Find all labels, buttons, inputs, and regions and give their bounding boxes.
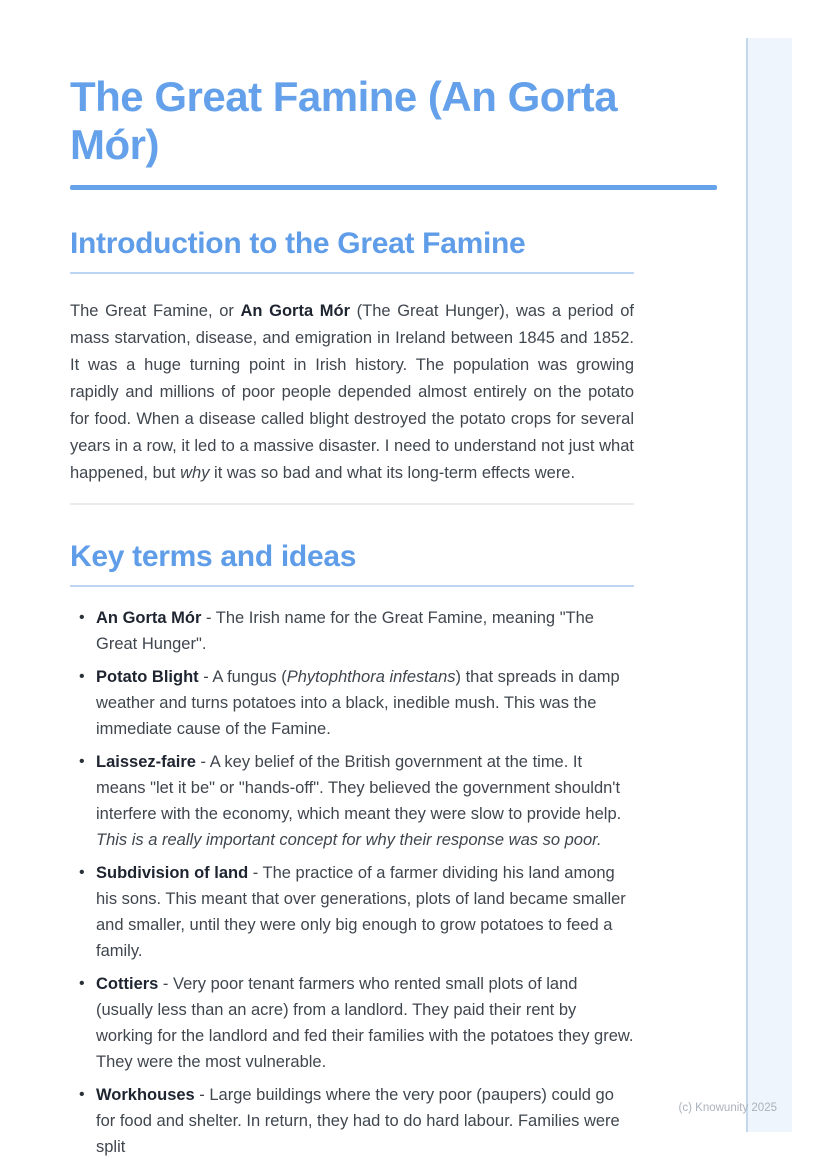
page-content xyxy=(70,0,634,1160)
term-latin-name: Phytophthora infestans xyxy=(286,668,456,686)
term-label: Workhouses xyxy=(96,1086,195,1104)
term-definition: - A fungus ( xyxy=(198,668,287,686)
term-definition: - Large buildings where the very poor (paupers) could go for food and shelter. In return, they had to do hard labour. Families were split xyxy=(96,1086,620,1156)
intro-text-segment: it was so bad and what its long-term effects were. xyxy=(209,464,576,482)
list-item-cottiers xyxy=(70,971,634,1075)
term-definition: - Very poor tenant farmers who rented small plots of land (usually less than an acre) from a landlord. They paid their rent by working for the landlord and fed their families with the potatoes they grew. They were the most vulnerable. xyxy=(96,975,634,1071)
section-divider xyxy=(70,503,634,505)
list-item-an-gorta-mor xyxy=(70,605,634,657)
intro-text-segment: (The Great Hunger), was a period of mass starvation, disease, and emigration in Ireland between 1845 and 1852. It was a huge turning point in Irish history. The population was growing rapidly and millions of poor people depended almost entirely on the potato for food. When a disease called blight destroyed the potato crops for several years in a row, it led to a massive disaster. I need to understand not just what happened, but xyxy=(70,302,634,482)
copyright-watermark: (c) Knowunity 2025 xyxy=(678,1102,777,1114)
intro-text-segment: The Great Famine, or xyxy=(70,302,241,320)
term-note-italic: This is a really important concept for why their response was so poor. xyxy=(96,831,602,849)
term-label: Subdivision of land xyxy=(96,864,249,882)
list-item-potato-blight xyxy=(70,664,634,742)
list-item-subdivision-of-land xyxy=(70,860,634,964)
intro-italic-word: why xyxy=(180,464,210,482)
section-heading-key-terms: Key terms and ideas xyxy=(70,539,634,587)
title-rule-divider xyxy=(70,185,717,190)
intro-bold-term: An Gorta Mór xyxy=(240,302,351,320)
term-label: Laissez-faire xyxy=(96,753,196,771)
page-title: The Great Famine (An Gorta Mór) xyxy=(70,73,618,168)
page-margin-strip xyxy=(746,38,792,1132)
key-terms-list xyxy=(70,605,634,1160)
section-heading-introduction: Introduction to the Great Famine xyxy=(70,226,634,274)
term-label: An Gorta Mór xyxy=(96,609,202,627)
term-definition: - A key belief of the British government at the time. It means "let it be" or "hands-off". They believed the government shouldn't interfere with the economy, which meant they were slow to provide help. xyxy=(96,753,622,823)
term-label: Potato Blight xyxy=(96,668,199,686)
term-definition: - The practice of a farmer dividing his land among his sons. This meant that over generations, plots of land became smaller and smaller, until they were only big enough to grow potatoes to feed a family. xyxy=(96,864,626,960)
term-definition: ) that spreads in damp weather and turns potatoes into a black, inedible mush. This was the immediate cause of the Famine. xyxy=(96,668,620,738)
term-definition: - The Irish name for the Great Famine, meaning "The Great Hunger". xyxy=(96,609,594,653)
list-item-workhouses xyxy=(70,1082,634,1160)
term-label: Cottiers xyxy=(96,975,159,993)
list-item-laissez-faire xyxy=(70,749,634,853)
intro-paragraph xyxy=(70,298,634,487)
